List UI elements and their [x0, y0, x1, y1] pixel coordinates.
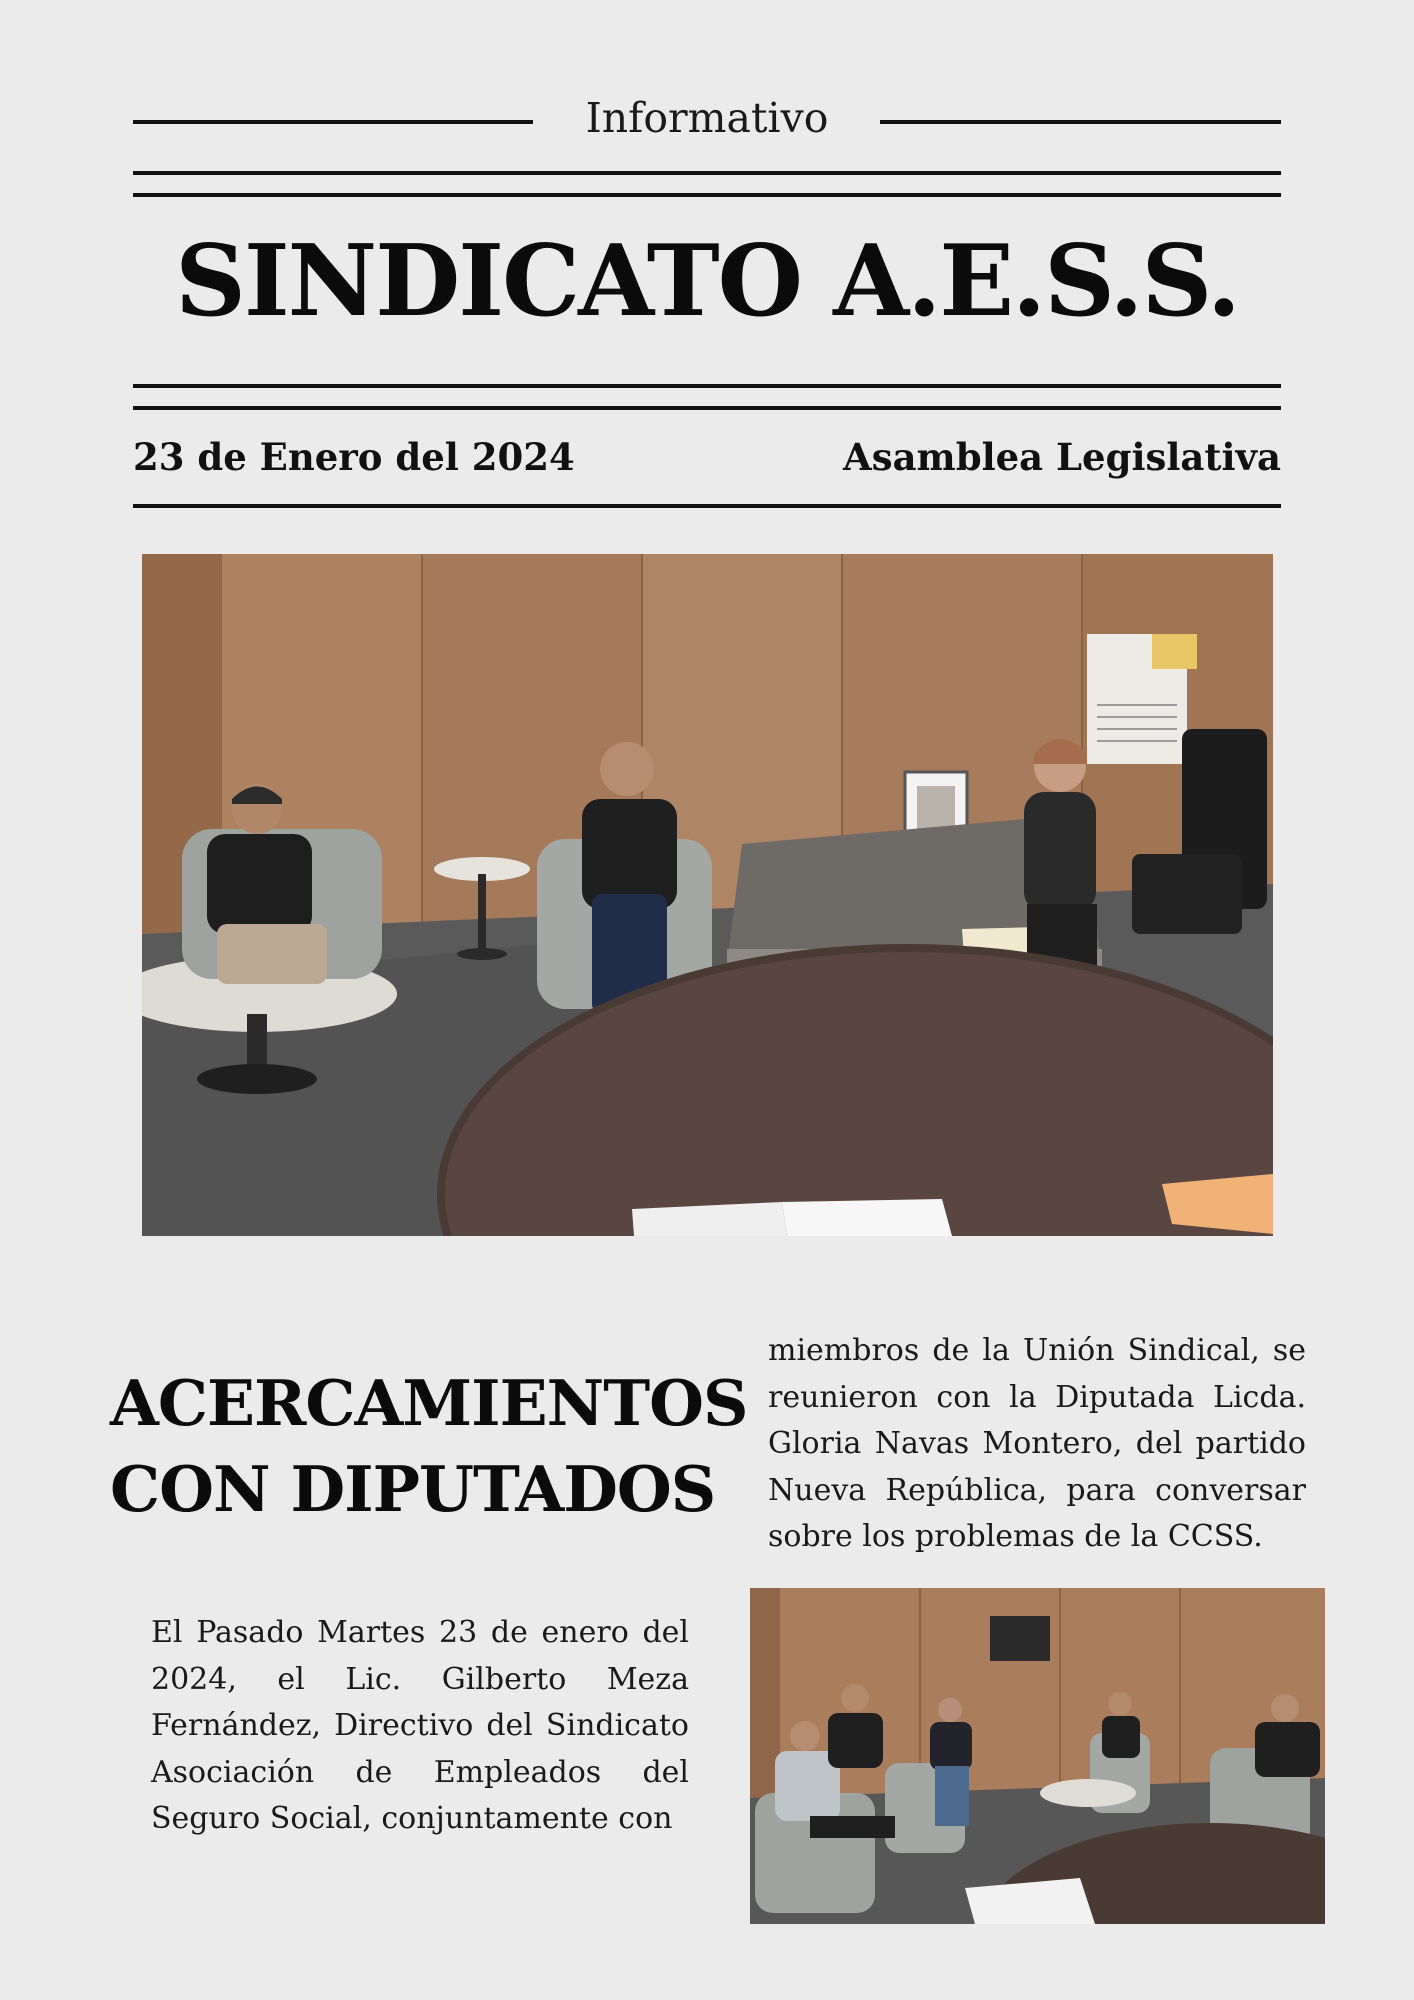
section-kicker: Informativo	[585, 94, 829, 142]
masthead-rule-top-2	[133, 193, 1281, 197]
dateline-rule	[133, 504, 1281, 508]
article-paragraph-continued: miembros de la Unión Sindical, se reunieron con la Diputada Licda. Gloria Navas Montero, del partido Nueva República, para conversar sobre los problemas de la CCSS.	[768, 1333, 1306, 1554]
main-photo-meeting	[142, 554, 1273, 1236]
masthead-rule-bottom-2	[133, 406, 1281, 410]
masthead-rule-top-1	[133, 171, 1281, 175]
headline-line-2: CON DIPUTADOS	[110, 1452, 716, 1526]
newsletter-title: SINDICATO A.E.S.S.	[175, 224, 1239, 339]
issue-date: 23 de Enero del 2024	[133, 435, 575, 479]
masthead-rule-bottom-1	[133, 384, 1281, 388]
headline-line-1: ACERCAMIENTOS	[110, 1366, 748, 1440]
article-paragraph-start: El Pasado Martes 23 de enero del 2024, el Lic. Gilberto Meza Fernández, Directivo del Sindicato Asociación de Empleados del Seguro Social, conjuntamente con	[151, 1615, 689, 1836]
issue-location: Asamblea Legislativa	[843, 435, 1281, 479]
article-headline	[110, 1360, 748, 1532]
secondary-photo-group	[750, 1588, 1325, 1924]
